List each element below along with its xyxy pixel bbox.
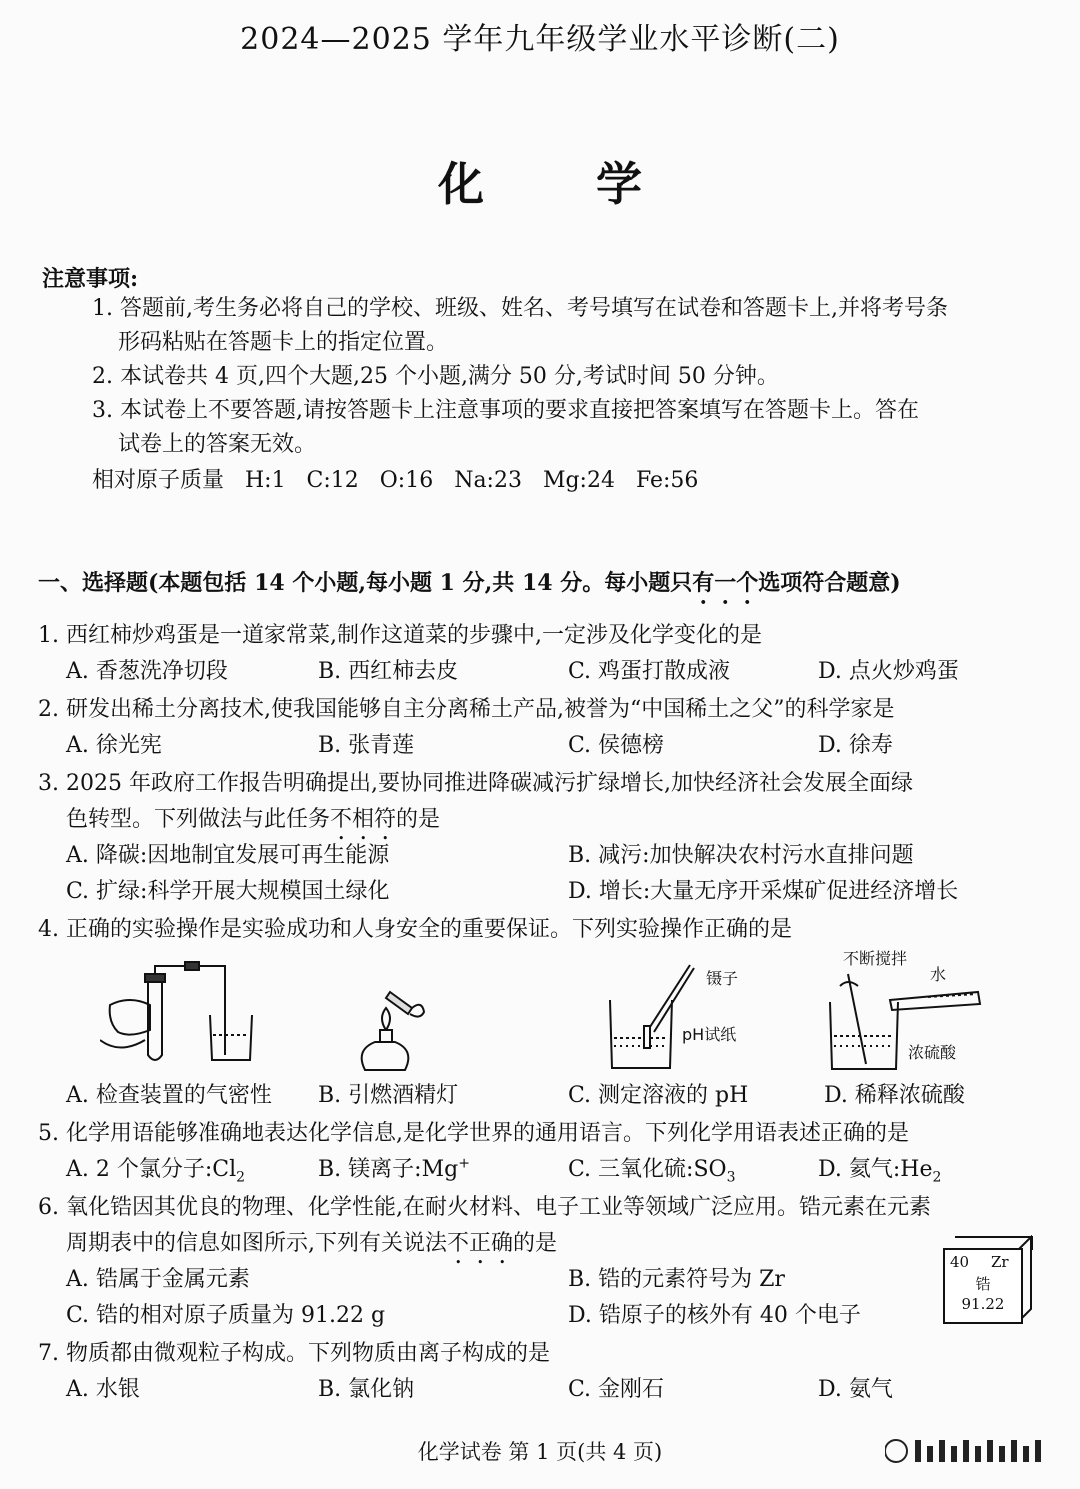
element-mass: 91.22: [961, 1295, 1005, 1313]
q1-option-a: A. 香葱洗净切段: [66, 659, 228, 684]
q6-option-b: B. 锆的元素符号为 Zr: [568, 1267, 785, 1292]
q4-option-d: D. 稀释浓硫酸: [824, 1083, 965, 1108]
element-cell-zr: [943, 1248, 1023, 1324]
q4-option-b: B. 引燃酒精灯: [318, 1083, 459, 1108]
note-3a: 3. 本试卷上不要答题,请按答题卡上注意事项的要求直接把答案填写在答题卡上。答在: [92, 398, 919, 423]
figure-dilute-acid: [818, 964, 988, 1079]
element-number: 40: [950, 1253, 970, 1271]
q2-stem: 2. 研发出稀土分离技术,使我国能够自主分离稀土产品,被誉为“中国稀土之父”的科学家是: [38, 697, 895, 722]
section-heading: 一、选择题(本题包括 14 个小题,每小题 1 分,共 14 分。每小题只有一个选项符合题意): [38, 570, 901, 596]
figure-airtightness-check: [100, 960, 270, 1075]
q1-option-b: B. 西红柿去皮: [318, 659, 459, 684]
label-acid: 浓硫酸: [908, 1043, 957, 1062]
q5-option-b: B. 镁离子:Mg+: [318, 1155, 470, 1182]
notes-heading: 注意事项:: [42, 266, 139, 292]
q5-option-a: A. 2 个氯分子$:Cl_2$: [66, 1157, 246, 1186]
label-stir: 不断搅拌: [843, 949, 908, 968]
q3-stem-line1: 3. 2025 年政府工作报告明确提出,要协同推进降碳减污扩绿增长,加快经济社会发展全面绿: [38, 771, 913, 796]
q2-option-a: A. 徐光宪: [66, 733, 162, 758]
label-ph-paper: pH试纸: [682, 1025, 737, 1044]
q6-option-d: D. 锆原子的核外有 40 个电子: [568, 1303, 861, 1328]
q2-option-c: C. 侯德榜: [568, 733, 665, 758]
q3-option-b: B. 减污:加快解决农村污水直排问题: [568, 843, 914, 868]
q7-option-a: A. 水银: [66, 1377, 140, 1402]
q1-option-d: D. 点火炒鸡蛋: [818, 659, 959, 684]
atomic-mass-line: 相对原子质量 H:1 C:12 O:16 Na:23 Mg:24 Fe:56: [92, 468, 699, 493]
q3-option-a: A. 降碳:因地制宜发展可再生能源: [66, 843, 390, 868]
q6-option-c: C. 锆的相对原子质量为 91.22 g: [66, 1303, 386, 1328]
element-symbol: Zr: [991, 1253, 1009, 1271]
q5-option-c: C. 三氧化硫$:SO_3$: [568, 1157, 736, 1186]
q7-option-b: B. 氯化钠: [318, 1377, 415, 1402]
note-2: 2. 本试卷共 4 页,四个大题,25 个小题,满分 50 分,考试时间 50 分钟。: [92, 364, 779, 389]
exam-title: 2024—2025 学年九年级学业水平诊断(二): [240, 22, 840, 57]
q7-stem: 7. 物质都由微观粒子构成。下列物质由离子构成的是: [38, 1341, 550, 1366]
note-3b: 试卷上的答案无效。: [118, 432, 317, 457]
q6-stem-line2: 周期表中的信息如图所示,下列有关说法不正确的是: [66, 1231, 558, 1256]
emphasis-incorrect: 不正确: [447, 1231, 514, 1256]
q4-stem: 4. 正确的实验操作是实验成功和人身安全的重要保证。下列实验操作正确的是: [38, 917, 792, 942]
figure-alcohol-lamp: [350, 980, 440, 1075]
label-water: 水: [930, 965, 947, 984]
watermark-bars-icon: [885, 1436, 1065, 1466]
q5-option-d: D. 氦气$:He_2$: [818, 1157, 942, 1186]
figure-ph-test: [600, 960, 700, 1075]
page-footer: 化学试卷 第 1 页(共 4 页): [417, 1440, 663, 1464]
q2-option-d: D. 徐寿: [818, 733, 893, 758]
q6-option-a: A. 锆属于金属元素: [66, 1267, 250, 1292]
q4-option-a: A. 检查装置的气密性: [66, 1083, 272, 1108]
emphasis-not-match: 不相符: [330, 807, 397, 832]
note-1b: 形码粘贴在答题卡上的指定位置。: [118, 330, 449, 355]
label-tweezers: 镊子: [706, 969, 739, 988]
q1-stem: 1. 西红柿炒鸡蛋是一道家常菜,制作这道菜的步骤中,一定涉及化学变化的是: [38, 623, 762, 648]
q6-stem-line1: 6. 氧化锆因其优良的物理、化学性能,在耐火材料、电子工业等领域广泛应用。锆元素在元素: [38, 1195, 931, 1220]
subject-title: 化 学: [437, 157, 690, 211]
element-name: 锆: [975, 1275, 991, 1293]
emphasis-only-one: 有一个: [692, 570, 759, 596]
q3-option-c: C. 扩绿:科学开展大规模国土绿化: [66, 879, 390, 904]
q5-stem: 5. 化学用语能够准确地表达化学信息,是化学世界的通用语言。下列化学用语表述正确的是: [38, 1121, 909, 1146]
q4-option-c: C. 测定溶液的 pH: [568, 1083, 749, 1108]
note-1a: 1. 答题前,考生务必将自己的学校、班级、姓名、考号填写在试卷和答题卡上,并将考号条: [92, 296, 948, 321]
q7-option-d: D. 氨气: [818, 1377, 893, 1402]
q3-option-d: D. 增长:大量无序开采煤矿促进经济增长: [568, 879, 959, 904]
q3-stem-line2: 色转型。下列做法与此任务不相符的是: [66, 807, 441, 832]
q2-option-b: B. 张青莲: [318, 733, 415, 758]
q7-option-c: C. 金刚石: [568, 1377, 665, 1402]
q1-option-c: C. 鸡蛋打散成液: [568, 659, 731, 684]
